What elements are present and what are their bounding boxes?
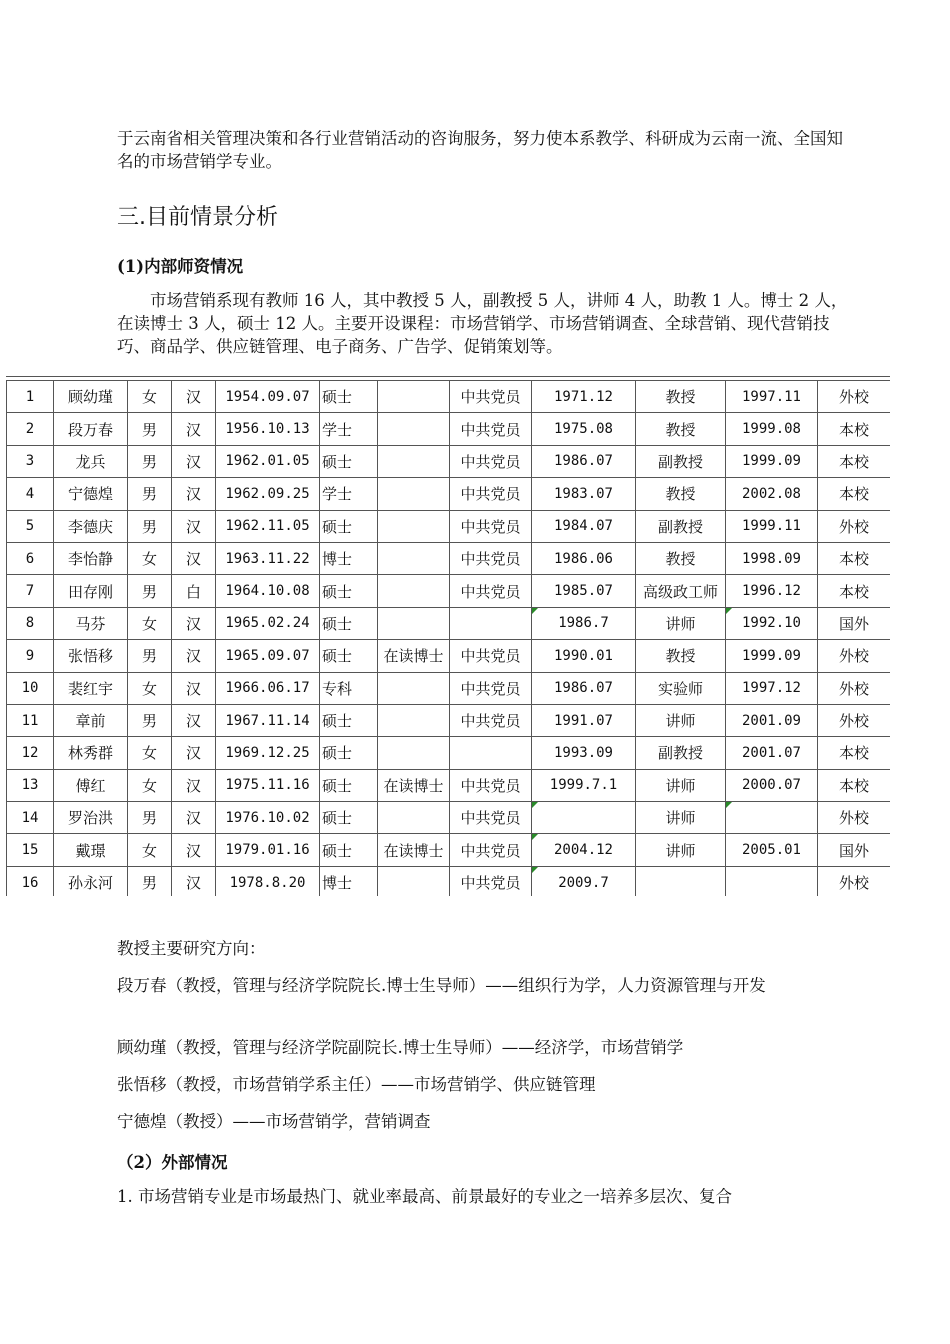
cell-title: 副教授 xyxy=(636,737,726,769)
cell-degree: 硕士 xyxy=(320,769,378,801)
faculty-table-image xyxy=(0,368,890,896)
cell-title-date xyxy=(726,802,818,834)
cell-birth-date: 1965.02.24 xyxy=(216,607,320,639)
research-item-3: 张悟移（教授，市场营销学系主任）——市场营销学、供应链管理 xyxy=(117,1075,596,1094)
cell-title-date: 1998.09 xyxy=(726,542,818,574)
cell-gender: 男 xyxy=(128,478,172,510)
cell-party: 中共党员 xyxy=(450,478,532,510)
cell-study-status xyxy=(378,737,450,769)
cell-title: 教授 xyxy=(636,640,726,672)
cell-graduated-from: 国外 xyxy=(818,834,891,866)
cell-party: 中共党员 xyxy=(450,834,532,866)
table-row xyxy=(7,640,891,672)
cell-ethnicity: 汉 xyxy=(172,381,216,413)
cell-degree: 硕士 xyxy=(320,802,378,834)
cell-title-date xyxy=(726,866,818,896)
cell-graduated-from: 国外 xyxy=(818,607,891,639)
cell-gender: 男 xyxy=(128,575,172,607)
cell-birth-date: 1956.10.13 xyxy=(216,413,320,445)
external-heading: （2）外部情况 xyxy=(117,1153,228,1172)
cell-ethnicity: 汉 xyxy=(172,802,216,834)
cell-title-date: 1999.09 xyxy=(726,445,818,477)
cell-title: 教授 xyxy=(636,381,726,413)
cell-birth-date: 1967.11.14 xyxy=(216,704,320,736)
cell-title: 副教授 xyxy=(636,510,726,542)
cell-birth-date: 1954.09.07 xyxy=(216,381,320,413)
cell-graduated-from: 外校 xyxy=(818,381,891,413)
cell-name: 章前 xyxy=(54,704,128,736)
cell-birth-date: 1979.01.16 xyxy=(216,834,320,866)
cell-work-start: 1986.07 xyxy=(532,445,636,477)
cell-study-status xyxy=(378,672,450,704)
table-row xyxy=(7,866,891,896)
cell-name: 顾幼瑾 xyxy=(54,381,128,413)
cell-gender: 男 xyxy=(128,510,172,542)
cell-title-date: 2002.08 xyxy=(726,478,818,510)
cell-ethnicity: 汉 xyxy=(172,866,216,896)
cell-party: 中共党员 xyxy=(450,381,532,413)
cell-degree: 硕士 xyxy=(320,834,378,866)
cell-graduated-from: 本校 xyxy=(818,575,891,607)
cell-birth-date: 1969.12.25 xyxy=(216,737,320,769)
cell-ethnicity: 汉 xyxy=(172,769,216,801)
cell-degree: 专科 xyxy=(320,672,378,704)
cell-graduated-from: 外校 xyxy=(818,802,891,834)
table-row xyxy=(7,575,891,607)
cell-work-start: 2004.12 xyxy=(532,834,636,866)
cell-study-status: 在读博士 xyxy=(378,834,450,866)
cell-title: 讲师 xyxy=(636,769,726,801)
cell-work-start: 1986.7 xyxy=(532,607,636,639)
cell-ethnicity: 汉 xyxy=(172,672,216,704)
cell-study-status: 在读博士 xyxy=(378,640,450,672)
cell-party: 中共党员 xyxy=(450,575,532,607)
cell-party: 中共党员 xyxy=(450,510,532,542)
intro-paragraph: 于云南省相关管理决策和各行业营销活动的咨询服务，努力使本系教学、科研成为云南一流、全国知名的市场营销学专业。 xyxy=(117,129,843,171)
cell-title-date: 1997.11 xyxy=(726,381,818,413)
cell-ethnicity: 汉 xyxy=(172,478,216,510)
cell-degree: 学士 xyxy=(320,478,378,510)
cell-gender: 男 xyxy=(128,640,172,672)
cell-degree: 学士 xyxy=(320,413,378,445)
cell-ethnicity: 汉 xyxy=(172,413,216,445)
cell-work-start: 1983.07 xyxy=(532,478,636,510)
research-item-1: 段万春（教授，管理与经济学院院长.博士生导师）——组织行为学，人力资源管理与开发 xyxy=(117,976,766,995)
table-row xyxy=(7,769,891,801)
cell-work-start: 1975.08 xyxy=(532,413,636,445)
cell-work-start: 2009.7 xyxy=(532,866,636,896)
table-row xyxy=(7,542,891,574)
cell-title: 讲师 xyxy=(636,834,726,866)
cell-degree: 硕士 xyxy=(320,381,378,413)
cell-title: 副教授 xyxy=(636,445,726,477)
cell-graduated-from: 外校 xyxy=(818,672,891,704)
cell-ethnicity: 汉 xyxy=(172,542,216,574)
cell-graduated-from: 外校 xyxy=(818,704,891,736)
cell-work-start xyxy=(532,802,636,834)
cell-gender: 女 xyxy=(128,834,172,866)
cell-study-status xyxy=(378,802,450,834)
cell-index: 16 xyxy=(7,866,54,896)
cell-name: 马芬 xyxy=(54,607,128,639)
cell-degree: 博士 xyxy=(320,866,378,896)
cell-title xyxy=(636,866,726,896)
cell-ethnicity: 汉 xyxy=(172,704,216,736)
cell-work-start: 1984.07 xyxy=(532,510,636,542)
cell-gender: 女 xyxy=(128,381,172,413)
cell-index: 4 xyxy=(7,478,54,510)
table-row xyxy=(7,510,891,542)
cell-ethnicity: 汉 xyxy=(172,737,216,769)
cell-name: 张悟移 xyxy=(54,640,128,672)
cell-index: 1 xyxy=(7,381,54,413)
cell-name: 李德庆 xyxy=(54,510,128,542)
cell-gender: 男 xyxy=(128,802,172,834)
cell-graduated-from: 本校 xyxy=(818,769,891,801)
cell-study-status xyxy=(378,866,450,896)
cell-name: 宁德煌 xyxy=(54,478,128,510)
cell-birth-date: 1964.10.08 xyxy=(216,575,320,607)
cell-birth-date: 1975.11.16 xyxy=(216,769,320,801)
cell-graduated-from: 本校 xyxy=(818,445,891,477)
cell-title: 教授 xyxy=(636,542,726,574)
cell-work-start: 1993.09 xyxy=(532,737,636,769)
cell-work-start: 1991.07 xyxy=(532,704,636,736)
cell-degree: 硕士 xyxy=(320,640,378,672)
cell-degree: 博士 xyxy=(320,542,378,574)
cell-birth-date: 1962.11.05 xyxy=(216,510,320,542)
table-row xyxy=(7,445,891,477)
cell-name: 戴璟 xyxy=(54,834,128,866)
cell-gender: 女 xyxy=(128,672,172,704)
cell-index: 8 xyxy=(7,607,54,639)
cell-index: 5 xyxy=(7,510,54,542)
cell-study-status xyxy=(378,381,450,413)
cell-name: 段万春 xyxy=(54,413,128,445)
cell-graduated-from: 外校 xyxy=(818,866,891,896)
cell-ethnicity: 汉 xyxy=(172,607,216,639)
cell-index: 15 xyxy=(7,834,54,866)
cell-index: 13 xyxy=(7,769,54,801)
cell-party: 中共党员 xyxy=(450,769,532,801)
external-item-1: 1. 市场营销专业是市场最热门、就业率最高、前景最好的专业之一培养多层次、复合 xyxy=(117,1187,732,1206)
cell-title-date: 2001.07 xyxy=(726,737,818,769)
cell-birth-date: 1965.09.07 xyxy=(216,640,320,672)
internal-paragraph: 市场营销系现有教师 16 人，其中教授 5 人，副教授 5 人，讲师 4 人，助教 1 人。博士 2 人，在读博士 3 人，硕士 12 人。主要开设课程：市场营销学、市场营销调查、全球营销、现代营销技巧、商品学、供应链管理、电子商务、广告学、促销策划等。 xyxy=(117,291,848,356)
cell-degree: 硕士 xyxy=(320,737,378,769)
cell-party: 中共党员 xyxy=(450,640,532,672)
cell-graduated-from: 外校 xyxy=(818,510,891,542)
cell-index: 10 xyxy=(7,672,54,704)
table-row xyxy=(7,672,891,704)
cell-degree: 硕士 xyxy=(320,575,378,607)
cell-name: 裴红宇 xyxy=(54,672,128,704)
cell-index: 12 xyxy=(7,737,54,769)
research-item-2: 顾幼瑾（教授，管理与经济学院副院长.博士生导师）——经济学，市场营销学 xyxy=(117,1038,684,1057)
cell-birth-date: 1976.10.02 xyxy=(216,802,320,834)
table-row xyxy=(7,413,891,445)
cell-title-date: 2000.07 xyxy=(726,769,818,801)
cell-title-date: 1997.12 xyxy=(726,672,818,704)
cell-name: 罗治洪 xyxy=(54,802,128,834)
cell-index: 6 xyxy=(7,542,54,574)
cell-party: 中共党员 xyxy=(450,445,532,477)
cell-birth-date: 1962.01.05 xyxy=(216,445,320,477)
table-row xyxy=(7,704,891,736)
cell-name: 孙永河 xyxy=(54,866,128,896)
cell-work-start: 1986.06 xyxy=(532,542,636,574)
cell-gender: 女 xyxy=(128,737,172,769)
cell-study-status xyxy=(378,478,450,510)
cell-study-status xyxy=(378,607,450,639)
cell-graduated-from: 本校 xyxy=(818,413,891,445)
faculty-table-body xyxy=(7,381,891,897)
research-heading: 教授主要研究方向： xyxy=(117,939,266,958)
faculty-table xyxy=(6,380,890,896)
cell-title: 教授 xyxy=(636,478,726,510)
cell-work-start: 1990.01 xyxy=(532,640,636,672)
cell-birth-date: 1966.06.17 xyxy=(216,672,320,704)
cell-title: 讲师 xyxy=(636,704,726,736)
table-row xyxy=(7,802,891,834)
cell-name: 林秀群 xyxy=(54,737,128,769)
cell-graduated-from: 外校 xyxy=(818,640,891,672)
section-heading: 三.目前情景分析 xyxy=(117,205,278,230)
cell-work-start: 1971.12 xyxy=(532,381,636,413)
cell-study-status xyxy=(378,542,450,574)
cell-title: 教授 xyxy=(636,413,726,445)
cell-index: 3 xyxy=(7,445,54,477)
cell-degree: 硕士 xyxy=(320,704,378,736)
cell-work-start: 1985.07 xyxy=(532,575,636,607)
cell-study-status xyxy=(378,445,450,477)
cell-index: 7 xyxy=(7,575,54,607)
cell-title-date: 1996.12 xyxy=(726,575,818,607)
cell-ethnicity: 白 xyxy=(172,575,216,607)
cell-name: 龙兵 xyxy=(54,445,128,477)
cell-study-status xyxy=(378,413,450,445)
cell-graduated-from: 本校 xyxy=(818,737,891,769)
table-row xyxy=(7,607,891,639)
cell-party: 中共党员 xyxy=(450,802,532,834)
cell-study-status: 在读博士 xyxy=(378,769,450,801)
cell-title-date: 1999.11 xyxy=(726,510,818,542)
cell-title: 实验师 xyxy=(636,672,726,704)
cell-ethnicity: 汉 xyxy=(172,445,216,477)
cell-gender: 男 xyxy=(128,704,172,736)
cell-ethnicity: 汉 xyxy=(172,834,216,866)
cell-gender: 男 xyxy=(128,866,172,896)
cell-name: 傅红 xyxy=(54,769,128,801)
cell-title-date: 2001.09 xyxy=(726,704,818,736)
cell-party xyxy=(450,607,532,639)
cell-study-status xyxy=(378,575,450,607)
cell-birth-date: 1963.11.22 xyxy=(216,542,320,574)
cell-party: 中共党员 xyxy=(450,413,532,445)
table-row xyxy=(7,478,891,510)
cell-title-date: 1992.10 xyxy=(726,607,818,639)
cell-name: 田存刚 xyxy=(54,575,128,607)
cell-name: 李怡静 xyxy=(54,542,128,574)
cell-birth-date: 1962.09.25 xyxy=(216,478,320,510)
cell-study-status xyxy=(378,510,450,542)
cell-gender: 男 xyxy=(128,445,172,477)
cell-index: 9 xyxy=(7,640,54,672)
cell-gender: 男 xyxy=(128,413,172,445)
cell-index: 14 xyxy=(7,802,54,834)
cell-birth-date: 1978.8.20 xyxy=(216,866,320,896)
cell-party: 中共党员 xyxy=(450,704,532,736)
cell-party: 中共党员 xyxy=(450,866,532,896)
cell-party xyxy=(450,737,532,769)
cell-graduated-from: 本校 xyxy=(818,542,891,574)
cell-title-date: 2005.01 xyxy=(726,834,818,866)
cell-study-status xyxy=(378,704,450,736)
cell-party: 中共党员 xyxy=(450,542,532,574)
research-item-4: 宁德煌（教授）——市场营销学，营销调查 xyxy=(117,1112,431,1131)
cell-title-date: 1999.09 xyxy=(726,640,818,672)
internal-heading: (1)内部师资情况 xyxy=(117,257,244,276)
cell-ethnicity: 汉 xyxy=(172,510,216,542)
cell-title: 高级政工师 xyxy=(636,575,726,607)
cell-ethnicity: 汉 xyxy=(172,640,216,672)
cell-gender: 女 xyxy=(128,542,172,574)
table-row xyxy=(7,834,891,866)
table-row xyxy=(7,737,891,769)
cell-index: 11 xyxy=(7,704,54,736)
cell-title-date: 1999.08 xyxy=(726,413,818,445)
cell-degree: 硕士 xyxy=(320,607,378,639)
cell-degree: 硕士 xyxy=(320,445,378,477)
table-row xyxy=(7,381,891,413)
cell-title: 讲师 xyxy=(636,802,726,834)
cell-index: 2 xyxy=(7,413,54,445)
cell-gender: 女 xyxy=(128,607,172,639)
cell-gender: 女 xyxy=(128,769,172,801)
cell-party: 中共党员 xyxy=(450,672,532,704)
cell-work-start: 1999.7.1 xyxy=(532,769,636,801)
cell-degree: 硕士 xyxy=(320,510,378,542)
cell-work-start: 1986.07 xyxy=(532,672,636,704)
cell-title: 讲师 xyxy=(636,607,726,639)
cell-graduated-from: 本校 xyxy=(818,478,891,510)
